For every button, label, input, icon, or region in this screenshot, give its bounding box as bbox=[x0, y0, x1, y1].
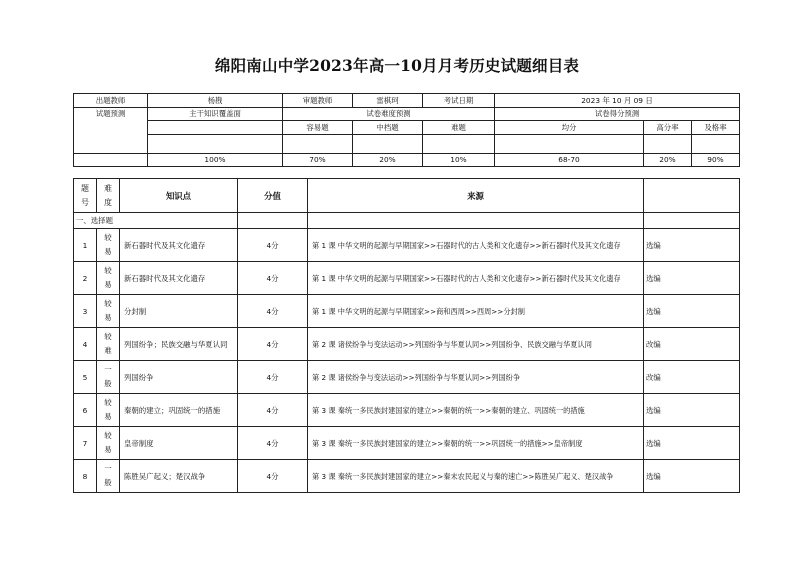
table-row bbox=[74, 427, 740, 460]
header-knowledge: 知识点 bbox=[120, 179, 238, 213]
question-number: 7 bbox=[74, 427, 97, 460]
question-difficulty: 一般 bbox=[97, 460, 120, 493]
question-difficulty: 较易 bbox=[97, 295, 120, 328]
table-row bbox=[74, 361, 740, 394]
coverage-label: 主干知识覆盖面 bbox=[148, 107, 283, 121]
forecast-blank bbox=[74, 153, 148, 167]
setter-label: 出题教师 bbox=[74, 94, 148, 108]
medium-label: 中档题 bbox=[353, 121, 423, 135]
difficulty-label: 试卷难度预测 bbox=[283, 107, 495, 121]
question-detail-table bbox=[73, 178, 740, 493]
easy-value: 70% bbox=[283, 153, 353, 167]
question-score: 4分 bbox=[238, 460, 308, 493]
question-source: 第 3 课 秦统一多民族封建国家的建立>>秦朝的统一>>秦朝的建立、巩固统一的措施 bbox=[308, 394, 644, 427]
question-number: 2 bbox=[74, 262, 97, 295]
avg-label: 均分 bbox=[495, 121, 644, 135]
easy-label: 容易题 bbox=[283, 121, 353, 135]
header-num: 题号 bbox=[74, 179, 97, 213]
meta-row-people bbox=[74, 94, 740, 108]
question-source: 第 3 课 秦统一多民族封建国家的建立>>秦末农民起义与秦的速亡>>陈胜吴广起义、楚汉战争 bbox=[308, 460, 644, 493]
high-rate-label: 高分率 bbox=[644, 121, 692, 135]
question-difficulty: 较易 bbox=[97, 427, 120, 460]
question-knowledge: 陈胜吴广起义；楚汉战争 bbox=[120, 460, 238, 493]
section-row bbox=[74, 213, 740, 229]
meta-row-values bbox=[74, 153, 740, 167]
table-row bbox=[74, 295, 740, 328]
question-score: 4分 bbox=[238, 427, 308, 460]
question-score: 4分 bbox=[238, 361, 308, 394]
date-label: 考试日期 bbox=[423, 94, 495, 108]
meta-row-gap bbox=[74, 134, 740, 153]
question-number: 5 bbox=[74, 361, 97, 394]
question-score: 4分 bbox=[238, 328, 308, 361]
question-source: 第 1 课 中华文明的起源与早期国家>>石器时代的古人类和文化遗存>>新石器时代及其文化遗存 bbox=[308, 229, 644, 262]
question-note: 选编 bbox=[644, 262, 740, 295]
question-note: 改编 bbox=[644, 328, 740, 361]
question-note: 改编 bbox=[644, 361, 740, 394]
question-note: 选编 bbox=[644, 460, 740, 493]
setter-value: 杨戡 bbox=[148, 94, 283, 108]
question-source: 第 2 课 诸侯纷争与变法运动>>列国纷争与华夏认同>>列国纷争 bbox=[308, 361, 644, 394]
question-knowledge: 列国纷争 bbox=[120, 361, 238, 394]
reviewer-value: 雷棋珂 bbox=[353, 94, 423, 108]
table-row bbox=[74, 262, 740, 295]
question-number: 3 bbox=[74, 295, 97, 328]
page-title: 绵阳南山中学2023年高一10月月考历史试题细目表 bbox=[214, 56, 580, 75]
pass-rate-value: 90% bbox=[692, 153, 740, 167]
hard-value: 10% bbox=[423, 153, 495, 167]
table-row bbox=[74, 460, 740, 493]
question-difficulty: 较易 bbox=[97, 394, 120, 427]
question-knowledge: 新石器时代及其文化遗存 bbox=[120, 262, 238, 295]
table-header-row bbox=[74, 179, 740, 213]
forecast-label: 试题预测 bbox=[74, 107, 148, 153]
table-row bbox=[74, 394, 740, 427]
question-difficulty: 较难 bbox=[97, 328, 120, 361]
question-source: 第 2 课 诸侯纷争与变法运动>>列国纷争与华夏认同>>列国纷争、民族交融与华夏认同 bbox=[308, 328, 644, 361]
date-value: 2023 年 10 月 09 日 bbox=[495, 94, 740, 108]
question-number: 4 bbox=[74, 328, 97, 361]
medium-value: 20% bbox=[353, 153, 423, 167]
table-row bbox=[74, 328, 740, 361]
avg-value: 68-70 bbox=[495, 153, 644, 167]
coverage-value: 100% bbox=[148, 153, 283, 167]
question-knowledge: 皇帝制度 bbox=[120, 427, 238, 460]
question-difficulty: 较易 bbox=[97, 229, 120, 262]
hard-label: 难题 bbox=[423, 121, 495, 135]
question-score: 4分 bbox=[238, 394, 308, 427]
question-note: 选编 bbox=[644, 394, 740, 427]
section-blank-note bbox=[644, 213, 740, 229]
question-number: 1 bbox=[74, 229, 97, 262]
header-score: 分值 bbox=[238, 179, 308, 213]
pass-rate-label: 及格率 bbox=[692, 121, 740, 135]
question-note: 选编 bbox=[644, 229, 740, 262]
question-source: 第 1 课 中华文明的起源与早期国家>>商和西周>>西周>>分封制 bbox=[308, 295, 644, 328]
question-score: 4分 bbox=[238, 295, 308, 328]
question-source: 第 3 课 秦统一多民族封建国家的建立>>秦朝的统一>>巩固统一的措施>>皇帝制度 bbox=[308, 427, 644, 460]
section-blank-source bbox=[308, 213, 644, 229]
question-score: 4分 bbox=[238, 262, 308, 295]
header-note bbox=[644, 179, 740, 213]
meta-row-forecast bbox=[74, 107, 740, 121]
question-difficulty: 较易 bbox=[97, 262, 120, 295]
question-difficulty: 一般 bbox=[97, 361, 120, 394]
meta-row-subheaders bbox=[74, 121, 740, 135]
question-note: 选编 bbox=[644, 295, 740, 328]
table-row bbox=[74, 229, 740, 262]
question-note: 选编 bbox=[644, 427, 740, 460]
coverage-blank bbox=[148, 121, 283, 135]
exam-info-table bbox=[73, 93, 740, 167]
reviewer-label: 审题教师 bbox=[283, 94, 353, 108]
question-knowledge: 分封制 bbox=[120, 295, 238, 328]
header-difficulty: 难度 bbox=[97, 179, 120, 213]
header-source: 来源 bbox=[308, 179, 644, 213]
question-knowledge: 列国纷争；民族交融与华夏认同 bbox=[120, 328, 238, 361]
score-label: 试卷得分预测 bbox=[495, 107, 740, 121]
question-score: 4分 bbox=[238, 229, 308, 262]
question-number: 8 bbox=[74, 460, 97, 493]
question-knowledge: 秦朝的建立；巩固统一的措施 bbox=[120, 394, 238, 427]
high-rate-value: 20% bbox=[644, 153, 692, 167]
section-label: 一、选择题 bbox=[74, 213, 238, 229]
question-source: 第 1 课 中华文明的起源与早期国家>>石器时代的古人类和文化遗存>>新石器时代及其文化遗存 bbox=[308, 262, 644, 295]
question-knowledge: 新石器时代及其文化遗存 bbox=[120, 229, 238, 262]
section-blank-score bbox=[238, 213, 308, 229]
question-number: 6 bbox=[74, 394, 97, 427]
